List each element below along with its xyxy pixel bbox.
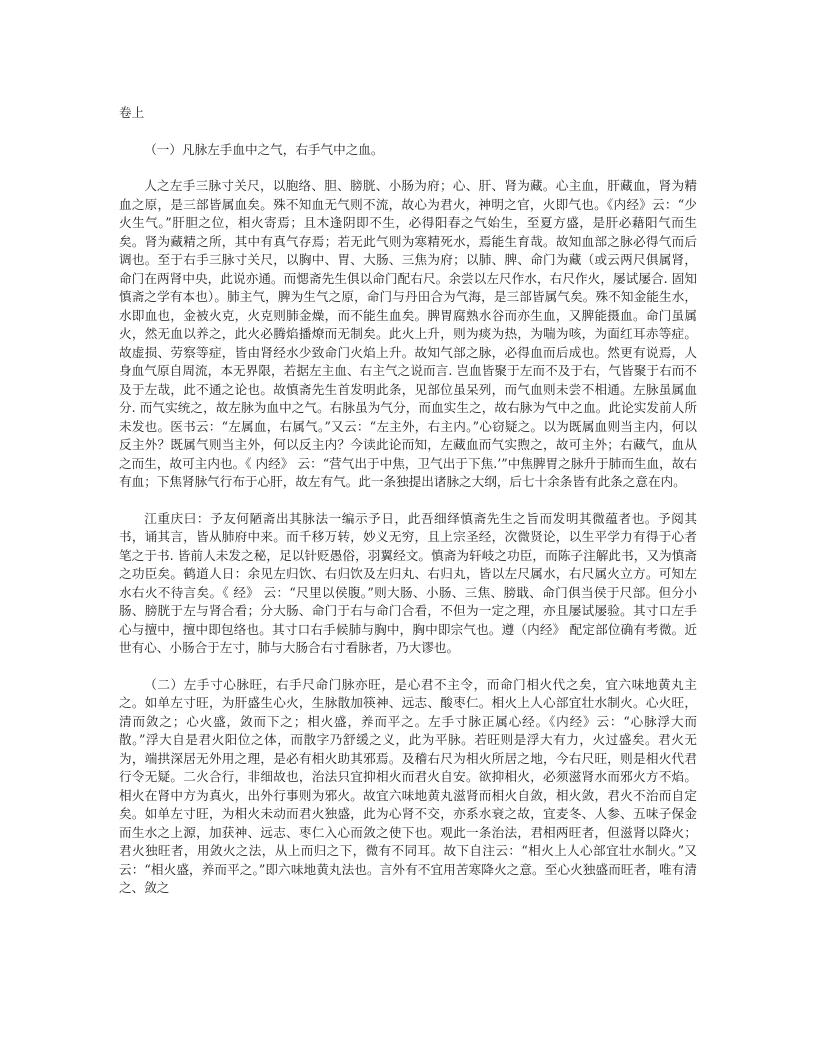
section-1-heading: （一）凡脉左手血中之气，右手气中之血。	[144, 141, 384, 157]
paragraph-2: 江重庆曰：予友何陋斋出其脉法一编示予日，此吾细绎慎斋先生之旨而发明其微蕴者也。予阅其书，诵其言，皆从肺府中来。而千移万转，妙义无穷，且上宗圣经，次微贤论，以生平学力有得于心者笔之于书. 皆前人未发之秘，足以针贬愚俗，羽翼经文。慎斋为轩岐之功臣，而陈子注解此书，又为慎斋之功臣矣。鹤道人日：余见左归饮、右归饮及左归丸、右归丸，皆以左尺属水，右尺属火立方。可知左水右火不待言矣。《 经》 云：“尺里以侯腹。”则大肠、小肠、三焦、膀戢、命门俱当侯于尺部。但分小肠、膀胱于左与肾合看；分大肠、命门于右与命门合看，不但为一定之理，亦且屡试屡验。其寸口左手心与擅中，擅中即包络也。其寸口右手候肺与胸中，胸中即宗气也。遵（内经》 配定部位确有考微。近世有心、小肠合于左寸，肺与大肠合右寸看脉者，乃大谬也。	[119, 510, 697, 655]
paragraph-1: 人之左手三脉寸关尺，以胞络、胆、膀胱、小肠为府；心、肝、肾为藏。心主血，肝藏血，肾为精血之原，是三部皆属血矣。殊不知血无气则不流，故心为君火，神明之官，火即气也。《内经》云：“少火生气。”肝胆之位，相火寄焉；且木逢阴即不生，必得阳春之气始生，至夏方盛，是肝必藉阳气而生矣。肾为藏精之所，其中有真气存焉；若无此气则为寒精死水，焉能生育哉。故知血部之脉必得气而后调也。至于右手三脉寸关尺，以胸中、胃、大肠、三焦为府；以肺、脾、命门为藏（或云两尺俱属肾，命门在两肾中央，此说亦通。而愢斋先生俱以命门配右尺。余尝以左尺作水，右尺作火，屡试屡合. 固知慎斋之学有本也）。肺主气，脾为生气之原，命门与丹田合为气海，是三部皆属气矣。殊不知金能生水，水即血也，金被火克，火克则肺金燥，而不能生血矣。脾胃腐熟水谷而亦生血，又脾能摄血。命门虽属火，然无血以养之，此火必腾焰播燎而无制矣。此火上升，则为痰为热，为喘为咳，为面红耳赤等症。故虚损、劳察等症，皆由肾经水少致命门火焰上升。故知气部之脉，必得血而后成也。然更有说焉，人身血气原自周流，本无界限，若据左主血、右主气之说而言. 岂血皆聚于左而不及于右，气皆聚于右而不及于左哉，此不通之论也。故慎斋先生首发明此条，见部位虽呆列，而气血则未尝不相通。左脉虽属血分. 而气实统之，故左脉为血中之气。右脉虽为气分，而血实生之，故右脉为气中之血。此论实发前人所未发也。医书云：“左属血，右属气。”又云：“左主外，右主内。”心窃疑之。以为既属血则当主内，何以反主外？既属气则当主外，何以反主内？今读此论而知，左藏血而气实煦之，故可主外；右藏气，血从之而生，故可主内也。《 内经》 云：“营气出于中焦，卫气出于下焦.’”中焦脾胃之脉升于肺而生血，故右有血；下焦肾脉气行布于心肝，故左有气。此一条独提出诸脉之大纲，后七十余条皆有此条之意在内。	[119, 178, 697, 489]
paragraph-3: （二）左手寸心脉旺，右手尺命门脉亦旺，是心君不主令，而命门相火代之矣，宜六味地黄丸主之。如单左寸旺，为肝盛生心火，生脉散加筷神、远志、酸枣仁。相火上人心部宜壮水制火。心火旺，清而敛之；心火盛，敛而下之；相火盛，养而平之。左手寸脉正属心经。《内经》云：“心脉浮大而散。”浮大自是君火阳位之体，而散字乃舒缓之义，此为平脉。若旺则是浮大有力，火过盛矣。君火无为，端拱深居无外用之理，是必有相火助其邪焉。及稽右尺为相火所居之地，今右尺旺，则是相火代君行令无疑。二火合行，非细故也，治法只宜抑相火而君火自安。欲抑相火，必须滋肾水而邪火方不焰。相火在肾中方为真火，出外行事则为邪火。故宜六味地黄丸滋肾而相火自敛，相火敛，君火不治而自定矣。如单左寸旺，为相火未动而君火独盛，此为心肾不交，亦系水衰之故，宜麦冬、人参、五味子保金而生水之上源，加获神、远志、枣仁入心而敛之使下也。观此一条治法，君相两旺者，但滋肾以降火；君火独旺者，用敛火之法，从上而归之下，微有不同耳。故下自注云：“相火上人心部宜壮水制火。”又云：“相火盛，养而平之。”即六味地黄丸法也。言外有不宜用苦寒降火之意。至心火独盛而旺者，唯有清之、敛之	[119, 676, 697, 895]
document-page	[119, 104, 697, 898]
volume-title: 卷上	[119, 105, 145, 120]
